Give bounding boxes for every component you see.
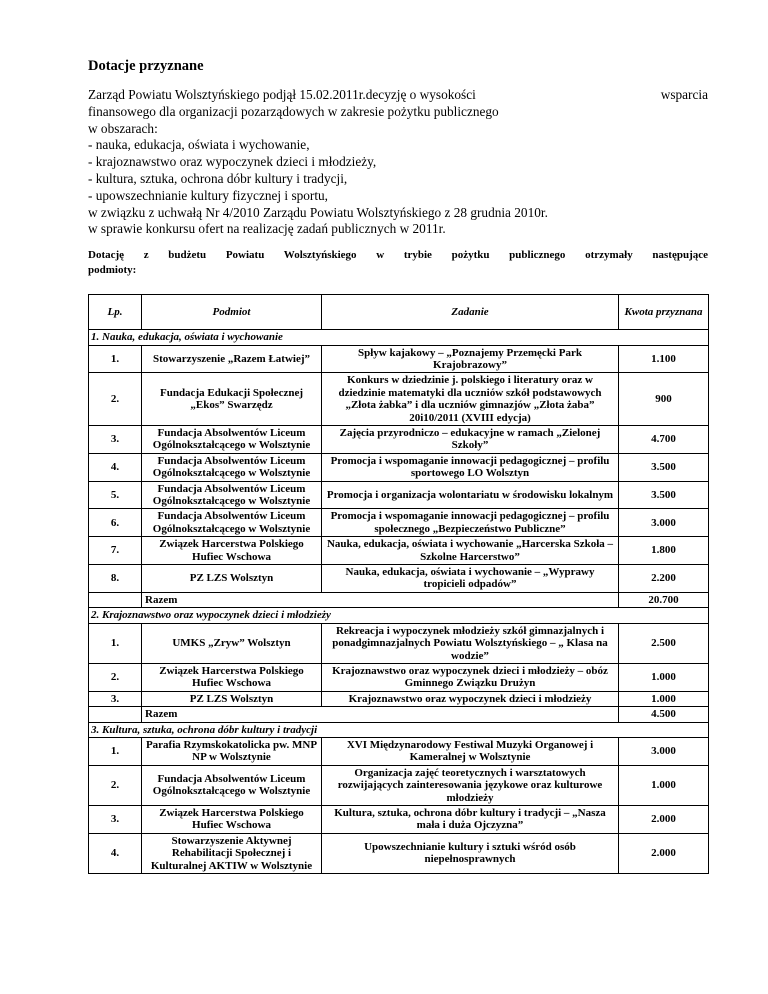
- table-row: [89, 426, 709, 454]
- podmiot-cell: Fundacja Absolwentów Liceum Ogólnokształcącego w Wolsztynie: [142, 765, 322, 805]
- zadanie-cell: Promocja i wspomaganie innowacji pedagogicznej – profilu sportowego LO Wolsztyn: [322, 453, 619, 481]
- zadanie-cell: Spływ kajakowy – „Poznajemy Przemęcki Park Krajobrazowy”: [322, 345, 619, 373]
- recipients-note: [88, 248, 708, 278]
- zadanie-cell: Rekreacja i wypoczynek młodzieży szkół gimnazjalnych i ponadgimnazjalnych Powiatu Wolsztyńskiego – „ Klasa na wodzie”: [322, 623, 619, 663]
- intro-line: - upowszechnianie kultury fizycznej i sportu,: [88, 187, 329, 203]
- section-title: 2. Krajoznawstwo oraz wypoczynek dzieci i młodzieży: [89, 608, 709, 623]
- intro-line: w związku z uchwałą Nr 4/2010 Zarządu Powiatu Wolsztyńskiego z 28 grudnia 2010r.: [88, 204, 548, 220]
- kwota-cell: 3.500: [619, 481, 709, 509]
- zadanie-cell: Organizacja zajęć teoretycznych i warsztatowych rozwijających zainteresowania językowe oraz kulturowe młodzieży: [322, 765, 619, 805]
- zadanie-cell: Krajoznawstwo oraz wypoczynek dzieci i młodzieży – obóz Gminnego Związku Drużyn: [322, 663, 619, 691]
- kwota-cell: 3.000: [619, 509, 709, 537]
- total-label: Razem: [142, 592, 619, 607]
- lp-cell: 7.: [89, 537, 142, 565]
- zadanie-cell: Kultura, sztuka, ochrona dóbr kultury i tradycji – „Nasza mała i duża Ojczyzna”: [322, 805, 619, 833]
- kwota-cell: 1.100: [619, 345, 709, 373]
- table-row: [89, 623, 709, 663]
- zadanie-cell: Konkurs w dziedzinie j. polskiego i literatury oraz w dziedzinie matematyki dla uczniów szkół podstawowych „Złota żabka” i dla uczniów gimnazjów „Złota żaba” 20i10/2011 (XVIII edycja): [322, 373, 619, 426]
- intro-paragraph: [88, 87, 708, 238]
- podmiot-cell: PZ LZS Wolsztyn: [142, 565, 322, 593]
- lp-cell: 5.: [89, 481, 142, 509]
- table-row: [89, 453, 709, 481]
- section-row: [89, 608, 709, 623]
- kwota-cell: 900: [619, 373, 709, 426]
- lp-cell: 3.: [89, 426, 142, 454]
- lp-cell: 1.: [89, 345, 142, 373]
- lp-cell: 8.: [89, 565, 142, 593]
- grants-table: [88, 294, 709, 874]
- note-line: Dotację z budżetu Powiatu Wolsztyńskiego w trybie pożytku publicznego otrzymały następujące: [88, 249, 708, 262]
- kwota-cell: 2.500: [619, 623, 709, 663]
- header-lp: Lp.: [89, 295, 142, 330]
- table-row: [89, 663, 709, 691]
- lp-cell: 4.: [89, 453, 142, 481]
- zadanie-cell: Krajoznawstwo oraz wypoczynek dzieci i młodzieży: [322, 691, 619, 706]
- podmiot-cell: Fundacja Absolwentów Liceum Ogólnokształcącego w Wolsztynie: [142, 453, 322, 481]
- section-row: [89, 330, 709, 345]
- podmiot-cell: Fundacja Absolwentów Liceum Ogólnokształcącego w Wolsztynie: [142, 509, 322, 537]
- table-row: [89, 373, 709, 426]
- lp-cell: 2.: [89, 765, 142, 805]
- kwota-cell: 1.800: [619, 537, 709, 565]
- kwota-cell: 1.000: [619, 765, 709, 805]
- kwota-cell: 2.000: [619, 833, 709, 873]
- intro-line-left: Zarząd Powiatu Wolsztyńskiego podjął 15.02.2011r.decyzję o wysokości: [88, 87, 476, 102]
- intro-line: w obszarach:: [88, 120, 158, 136]
- intro-line: - nauka, edukacja, oświata i wychowanie,: [88, 137, 310, 153]
- podmiot-cell: Parafia Rzymskokatolicka pw. MNP NP w Wolsztynie: [142, 737, 322, 765]
- kwota-cell: 1.000: [619, 663, 709, 691]
- total-row: [89, 592, 709, 607]
- kwota-cell: 1.000: [619, 691, 709, 706]
- podmiot-cell: UMKS „Zryw” Wolsztyn: [142, 623, 322, 663]
- podmiot-cell: Fundacja Edukacji Społecznej „Ekos” Swarzędz: [142, 373, 322, 426]
- zadanie-cell: Promocja i organizacja wolontariatu w środowisku lokalnym: [322, 481, 619, 509]
- table-row: [89, 765, 709, 805]
- section-row: [89, 722, 709, 737]
- section-title: 3. Kultura, sztuka, ochrona dóbr kultury i tradycji: [89, 722, 709, 737]
- lp-cell: 4.: [89, 833, 142, 873]
- podmiot-cell: Stowarzyszenie „Razem Łatwiej”: [142, 345, 322, 373]
- zadanie-cell: Promocja i wspomaganie innowacji pedagogicznej – profilu społecznego „Bezpieczeństwo Publiczne”: [322, 509, 619, 537]
- table-row: [89, 565, 709, 593]
- table-row: [89, 537, 709, 565]
- kwota-cell: 4.700: [619, 426, 709, 454]
- podmiot-cell: Fundacja Absolwentów Liceum Ogólnokształcącego w Wolsztynie: [142, 426, 322, 454]
- total-label: Razem: [142, 707, 619, 722]
- zadanie-cell: XVI Międzynarodowy Festiwal Muzyki Organowej i Kameralnej w Wolsztynie: [322, 737, 619, 765]
- lp-cell: 6.: [89, 509, 142, 537]
- total-empty-cell: [89, 592, 142, 607]
- table-row: [89, 737, 709, 765]
- intro-line: - kultura, sztuka, ochrona dóbr kultury i tradycji,: [88, 170, 348, 186]
- lp-cell: 2.: [89, 373, 142, 426]
- intro-line: - krajoznawstwo oraz wypoczynek dzieci i młodzieży,: [88, 154, 377, 170]
- table-row: [89, 691, 709, 706]
- header-podmiot: Podmiot: [142, 295, 322, 330]
- kwota-cell: 2.200: [619, 565, 709, 593]
- podmiot-cell: Związek Harcerstwa Polskiego Hufiec Wschowa: [142, 537, 322, 565]
- podmiot-cell: PZ LZS Wolsztyn: [142, 691, 322, 706]
- table-row: [89, 805, 709, 833]
- zadanie-cell: Upowszechnianie kultury i sztuki wśród osób niepełnosprawnych: [322, 833, 619, 873]
- total-value: 4.500: [619, 707, 709, 722]
- note-line: podmioty:: [88, 264, 137, 277]
- podmiot-cell: Stowarzyszenie Aktywnej Rehabilitacji Społecznej i Kulturalnej AKTIW w Wolsztynie: [142, 833, 322, 873]
- table-body: [89, 330, 709, 874]
- podmiot-cell: Fundacja Absolwentów Liceum Ogólnokształcącego w Wolsztynie: [142, 481, 322, 509]
- podmiot-cell: Związek Harcerstwa Polskiego Hufiec Wschowa: [142, 805, 322, 833]
- zadanie-cell: Nauka, edukacja, oświata i wychowanie „Harcerska Szkoła – Szkolne Harcerstwo”: [322, 537, 619, 565]
- table-row: [89, 345, 709, 373]
- podmiot-cell: Związek Harcerstwa Polskiego Hufiec Wschowa: [142, 663, 322, 691]
- total-empty-cell: [89, 707, 142, 722]
- kwota-cell: 3.000: [619, 737, 709, 765]
- header-zadanie: Zadanie: [322, 295, 619, 330]
- lp-cell: 1.: [89, 623, 142, 663]
- lp-cell: 3.: [89, 691, 142, 706]
- total-value: 20.700: [619, 592, 709, 607]
- intro-line: finansowego dla organizacji pozarządowych w zakresie pożytku publicznego: [88, 103, 499, 119]
- total-row: [89, 707, 709, 722]
- page-title: Dotacje przyznane: [88, 58, 204, 74]
- header-kwota: Kwota przyznana: [619, 295, 709, 330]
- table-row: [89, 481, 709, 509]
- kwota-cell: 2.000: [619, 805, 709, 833]
- zadanie-cell: Zajęcia przyrodniczo – edukacyjne w ramach „Zielonej Szkoły”: [322, 426, 619, 454]
- section-title: 1. Nauka, edukacja, oświata i wychowanie: [89, 330, 709, 345]
- lp-cell: 2.: [89, 663, 142, 691]
- table-row: [89, 833, 709, 873]
- zadanie-cell: Nauka, edukacja, oświata i wychowanie – „Wyprawy tropicieli odpadów”: [322, 565, 619, 593]
- intro-line-right: wsparcia: [660, 87, 708, 102]
- lp-cell: 1.: [89, 737, 142, 765]
- kwota-cell: 3.500: [619, 453, 709, 481]
- intro-line: w sprawie konkursu ofert na realizację zadań publicznych w 2011r.: [88, 221, 446, 237]
- table-row: [89, 509, 709, 537]
- lp-cell: 3.: [89, 805, 142, 833]
- document-page: [88, 58, 708, 874]
- table-header-row: [89, 295, 709, 330]
- intro-line: [88, 87, 708, 104]
